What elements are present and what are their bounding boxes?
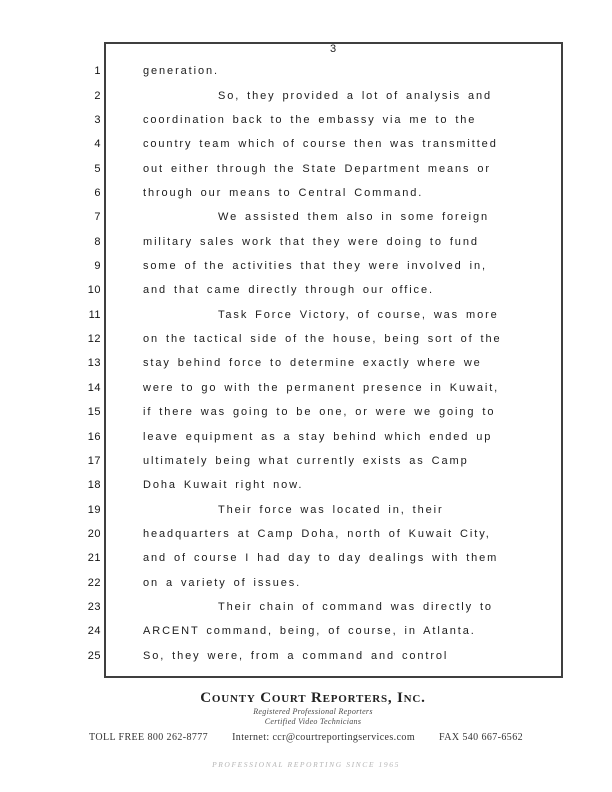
line-number: 9 [94, 260, 101, 273]
line-number: 12 [87, 333, 101, 346]
line-text: were to go with the permanent presence in Kuwait, [143, 381, 500, 394]
page-number: 3 [329, 43, 338, 55]
line-text: ARCENT command, being, of course, in Atlanta. [143, 625, 476, 638]
line-number: 20 [87, 528, 101, 540]
line-number: 5 [94, 162, 101, 175]
transcript-line [0, 156, 612, 180]
transcript-line [0, 181, 612, 205]
line-number: 24 [87, 625, 101, 638]
line-number: 2 [94, 89, 101, 102]
transcript-line [0, 400, 612, 424]
line-text: through our means to Central Command. [143, 186, 424, 199]
line-number: 8 [94, 235, 101, 248]
line-number: 10 [87, 284, 101, 297]
transcript-line [0, 595, 612, 619]
transcript-line [0, 424, 612, 448]
line-number: 11 [88, 308, 101, 321]
line-number: 4 [94, 138, 101, 151]
transcript-line [0, 449, 612, 473]
line-number: 25 [87, 649, 101, 662]
line-number: 14 [87, 381, 101, 394]
transcript-line [0, 278, 612, 302]
footer-motto: PROFESSIONAL REPORTING SINCE 1965 [212, 760, 400, 769]
line-number: 18 [87, 479, 101, 492]
transcript-line [0, 108, 612, 132]
line-text: Doha Kuwait right now. [143, 479, 304, 492]
transcript-line [0, 59, 612, 83]
line-text: stay behind force to determine exactly where we [143, 357, 482, 370]
reporter-footer [0, 690, 612, 743]
line-text: Task Force Victory, of course, was more [218, 308, 499, 321]
transcript-body [0, 59, 612, 668]
transcript-line [0, 132, 612, 156]
line-text: ultimately being what currently exists as Camp [143, 454, 469, 467]
line-number: 17 [87, 454, 101, 467]
line-number: 13 [87, 357, 101, 370]
line-text: on the tactical side of the house, being sort of the [143, 333, 502, 346]
transcript-line [0, 327, 612, 351]
reporter-contact-line [0, 732, 612, 743]
line-text: and of course I had day to day dealings with them [143, 552, 499, 565]
line-text: military sales work that they were doing to fund [143, 235, 479, 248]
line-text: We assisted them also in some foreign [218, 211, 490, 224]
line-text: some of the activities that they were involved in, [143, 260, 487, 273]
line-text: Their chain of command was directly to [218, 601, 493, 614]
transcript-line [0, 205, 612, 229]
transcript-line [0, 83, 612, 107]
line-text: Their force was located in, their [218, 503, 444, 516]
line-text: coordination back to the embassy via me to the [143, 113, 477, 126]
internet-address: Internet: ccr@courtreportingservices.com [232, 732, 415, 743]
transcript-line [0, 571, 612, 595]
line-number: 16 [87, 430, 101, 443]
line-number: 1 [94, 65, 101, 78]
line-text: headquarters at Camp Doha, north of Kuwait City, [143, 528, 491, 540]
line-number: 21 [87, 552, 101, 565]
transcript-line [0, 546, 612, 570]
line-text: So, they provided a lot of analysis and [218, 89, 492, 102]
line-number: 15 [87, 406, 101, 419]
transcript-line [0, 473, 612, 497]
transcript-line [0, 644, 612, 668]
line-number: 3 [94, 113, 101, 126]
line-text: generation. [143, 65, 219, 78]
line-number: 23 [87, 601, 101, 614]
line-text: leave equipment as a stay behind which ended up [143, 430, 493, 443]
toll-free-number: TOLL FREE 800 262-8777 [89, 732, 209, 743]
reporter-tagline-2: Certified Video Technicians [264, 716, 362, 726]
transcript-line [0, 303, 612, 327]
transcript-line [0, 497, 612, 521]
line-text: and that came directly through our office. [143, 284, 434, 297]
line-text: country team which of course then was transmitted [143, 138, 498, 151]
transcript-line [0, 376, 612, 400]
transcript-line [0, 351, 612, 375]
transcript-line [0, 254, 612, 278]
reporter-tagline-1: Registered Professional Reporters [253, 707, 373, 716]
line-text: out either through the State Department means or [143, 162, 491, 175]
transcript-line [0, 522, 612, 546]
line-text: if there was going to be one, or were we going to [143, 406, 496, 419]
line-number: 22 [87, 576, 101, 589]
reporter-company-name: County Court Reporters, Inc. [200, 690, 426, 706]
fax-number: FAX 540 667-6562 [439, 732, 523, 743]
line-number: 6 [94, 186, 101, 199]
line-text: So, they were, from a command and control [143, 649, 449, 662]
transcript-line [0, 230, 612, 254]
line-text: on a variety of issues. [143, 576, 302, 589]
transcript-line [0, 619, 612, 643]
line-number: 7 [94, 211, 101, 224]
line-number: 19 [87, 503, 101, 516]
